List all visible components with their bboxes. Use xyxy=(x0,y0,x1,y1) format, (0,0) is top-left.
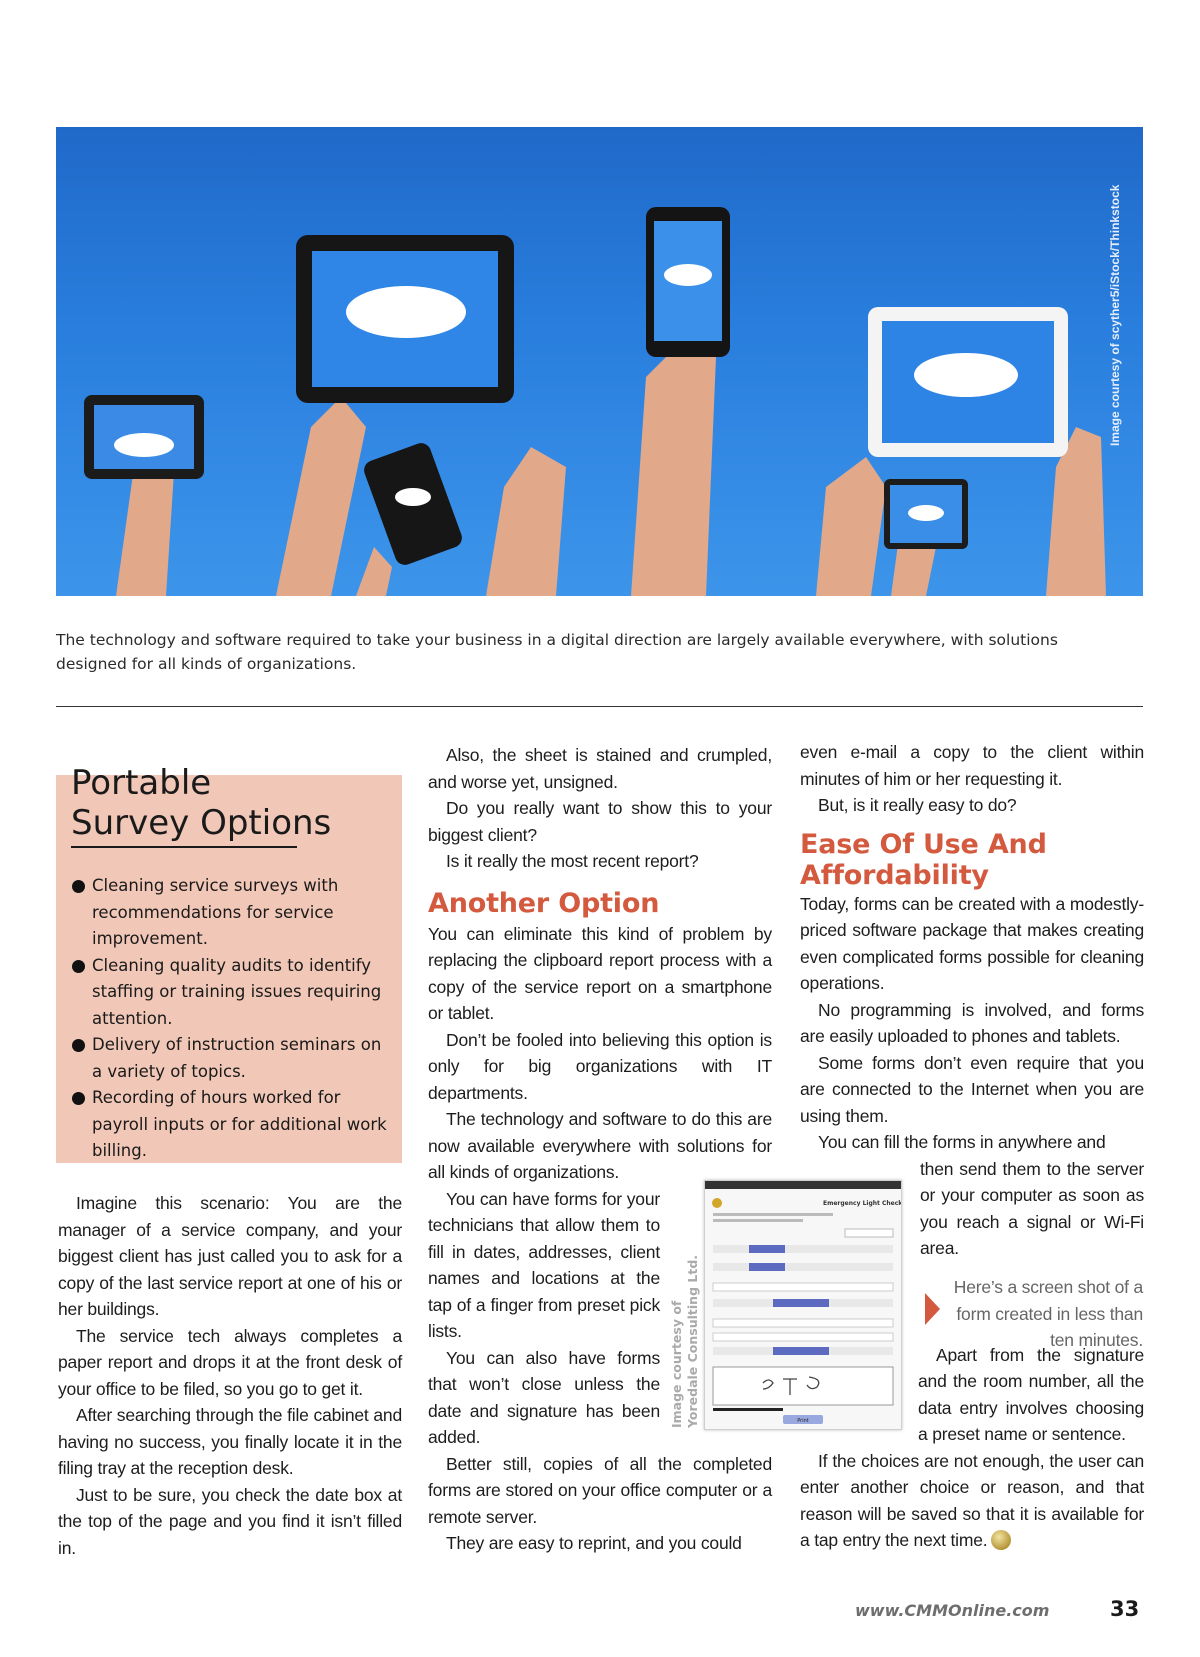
sidebar-title xyxy=(71,763,371,843)
page-number: 33 xyxy=(1110,1597,1140,1621)
paragraph: Today, forms can be created with a modestly-priced software package that makes creating even complicated forms possible for cleaning operations. xyxy=(800,893,1144,993)
hero-photo xyxy=(56,127,1143,596)
bullet-icon xyxy=(72,1039,85,1052)
footer-url: www.CMMOnline.com xyxy=(855,1601,1050,1620)
form-title: Emergency Light Check xyxy=(823,1200,901,1207)
sidebar-list xyxy=(70,873,390,1165)
paragraph: No programming is involved, and forms are easily uploaded to phones and tablets. xyxy=(800,999,1144,1046)
paragraph: then send them to the server or your computer as soon as you reach a signal or Wi-Fi area. xyxy=(920,1158,1144,1258)
form-screenshot xyxy=(704,1180,902,1430)
column-2 xyxy=(428,742,772,1557)
list-item: Cleaning quality audits to identify staffing or training issues requiring attention. xyxy=(70,953,390,1033)
hands-holding-devices-illustration xyxy=(56,127,1143,596)
figure-credit: Image courtesy of Yoredale Consulting Ltd. xyxy=(669,1254,700,1428)
form-screenshot-illustration xyxy=(705,1181,901,1429)
paragraph: Just to be sure, you check the date box at the top of the page and you find it isn’t filled in. xyxy=(58,1484,402,1558)
paragraph: If the choices are not enough, the user can enter another choice or reason, and that reason will be saved so that it is available for a tap entry the next time. xyxy=(800,1450,1144,1550)
bullet-icon xyxy=(72,960,85,973)
figure-callout: Here’s a screen shot of a form created in less than ten minutes. xyxy=(953,1277,1143,1350)
section-divider xyxy=(56,706,1143,707)
paragraph: Imagine this scenario: You are the manager of a service company, and your biggest client has just called you to ask for a copy of the last service report at one of his or her buildings. xyxy=(58,1193,402,1319)
paragraph: Some forms don’t even require that you are connected to the Internet when you are using them. xyxy=(800,1052,1144,1126)
bullet-icon xyxy=(72,880,85,893)
column-3 xyxy=(800,739,1144,1554)
paragraph: You can also have forms that won’t close unless the date and signature has been added. xyxy=(428,1347,660,1447)
list-item: Delivery of instruction seminars on a variety of topics. xyxy=(70,1032,390,1085)
section-heading-another-option: Another Option xyxy=(428,887,660,919)
paragraph: The technology and software to do this are now available everywhere with solutions for all kinds of organizations. xyxy=(428,1109,772,1182)
paragraph: You can have forms for your technicians that allow them to fill in dates, addresses, client names and locations at the tap of a finger from preset pick lists. xyxy=(428,1188,660,1341)
paragraph: You can fill the forms in anywhere and xyxy=(818,1132,1106,1152)
bullet-icon xyxy=(72,1092,85,1105)
sidebar-title-line2: Survey Options xyxy=(71,803,332,843)
paragraph: But, is it really easy to do? xyxy=(818,795,1017,815)
paragraph: Is it really the most recent report? xyxy=(446,851,699,871)
callout-arrow-icon xyxy=(925,1293,940,1325)
svg-text:Print: Print xyxy=(797,1418,809,1424)
sidebar-title-line1: Portable xyxy=(71,763,212,803)
column-1 xyxy=(58,1190,402,1561)
paragraph: Do you really want to show this to your biggest client? xyxy=(428,798,772,845)
paragraph: The service tech always completes a paper report and drops it at the front desk of your office to be filed, so you go to get it. xyxy=(58,1325,402,1399)
paragraph: Also, the sheet is stained and crumpled, and worse yet, unsigned. xyxy=(428,745,772,792)
list-item: Recording of hours worked for payroll inputs or for additional work billing. xyxy=(70,1085,390,1165)
photo-credit: Image courtesy of scyther5/iStock/Thinkstock xyxy=(1108,184,1122,446)
paragraph: They are easy to reprint, and you could xyxy=(446,1533,742,1553)
paragraph: even e-mail a copy to the client within minutes of him or her requesting it. xyxy=(800,742,1144,789)
paragraph: After searching through the file cabinet and having no success, you finally locate it in the filing tray at the reception desk. xyxy=(58,1405,402,1478)
sidebar-title-underline xyxy=(71,846,297,848)
paragraph: Apart from the signature and the room number, all the data entry involves choosing a preset name or sentence. xyxy=(918,1344,1144,1444)
list-item: Cleaning service surveys with recommendations for service improvement. xyxy=(70,873,390,953)
paragraph: You can eliminate this kind of problem by replacing the clipboard report process with a copy of the service report on a smartphone or tablet. xyxy=(428,923,772,1023)
paragraph: Don’t be fooled into believing this option is only for big organizations with IT departments. xyxy=(428,1029,772,1103)
photo-caption: The technology and software required to take your business in a digital direction are largely available everywhere, with solutions designed for all kinds of organizations. xyxy=(56,631,1058,673)
section-heading-ease-of-use: Ease Of Use And Affordability xyxy=(800,828,1047,891)
end-of-article-icon xyxy=(991,1530,1011,1550)
paragraph: Better still, copies of all the completed forms are stored on your office computer or a remote server. xyxy=(428,1453,772,1527)
